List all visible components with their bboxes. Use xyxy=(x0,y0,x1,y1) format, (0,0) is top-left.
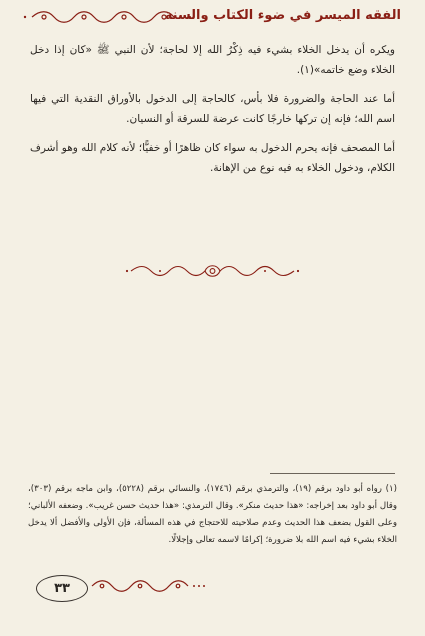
page-number: ٣٣ xyxy=(36,575,88,602)
main-text xyxy=(30,40,395,187)
footnote-separator xyxy=(270,473,395,474)
paragraph-3: أما المصحف فإنه يحرم الدخول به سواء كان ظاهرًا أو خفيًّا؛ لأنه كلام الله وهو أشرف الكلام، ودخول الخلاء به فيه نوع من الإهانة. xyxy=(30,142,395,174)
floral-scroll-icon xyxy=(88,578,208,594)
footnote-1: (١) رواه أبو داود برقم (١٩)، والترمذي برقم (١٧٤٦)، والنسائي برقم (٥٢٢٨)، وابن ماجه برقم (٣٠٣)، وقال أبو داود بعد إخراجه: «هذا حديث منكر». وقال الترمذي: «هذا حديث حسن غريب». وضعفه الألباني؛ وعلى القول بضعف هذا الحديث وعدم صلاحيته للاحتجاج في هذه المسألة، فإن الأولى والأفضل ألا يدخل الخلاء بشيء فيه اسم الله بلا ضرورة؛ إكرامًا لاسمه تعالى وإجلالًا. xyxy=(28,484,397,545)
paragraph-1: ويكره أن يدخل الخلاء بشيء فيه ذِكْرُ الله إلا لحاجة؛ لأن النبي ﷺ «كان إذا دخل الخلاء وضع خاتمه»(١). xyxy=(30,44,395,76)
footnotes xyxy=(28,481,397,549)
running-header xyxy=(0,0,425,34)
header-title: الفقه الميسر في ضوء الكتاب والسنة xyxy=(164,8,401,23)
floral-divider-icon xyxy=(125,262,300,280)
paragraph-2: أما عند الحاجة والضرورة فلا بأس، كالحاجة إلى الدخول بالأوراق النقدية التي فيها اسم الله؛ فإنه إن تركها خارجًا كانت عرضة للسرقة أو النسيان. xyxy=(30,93,395,125)
